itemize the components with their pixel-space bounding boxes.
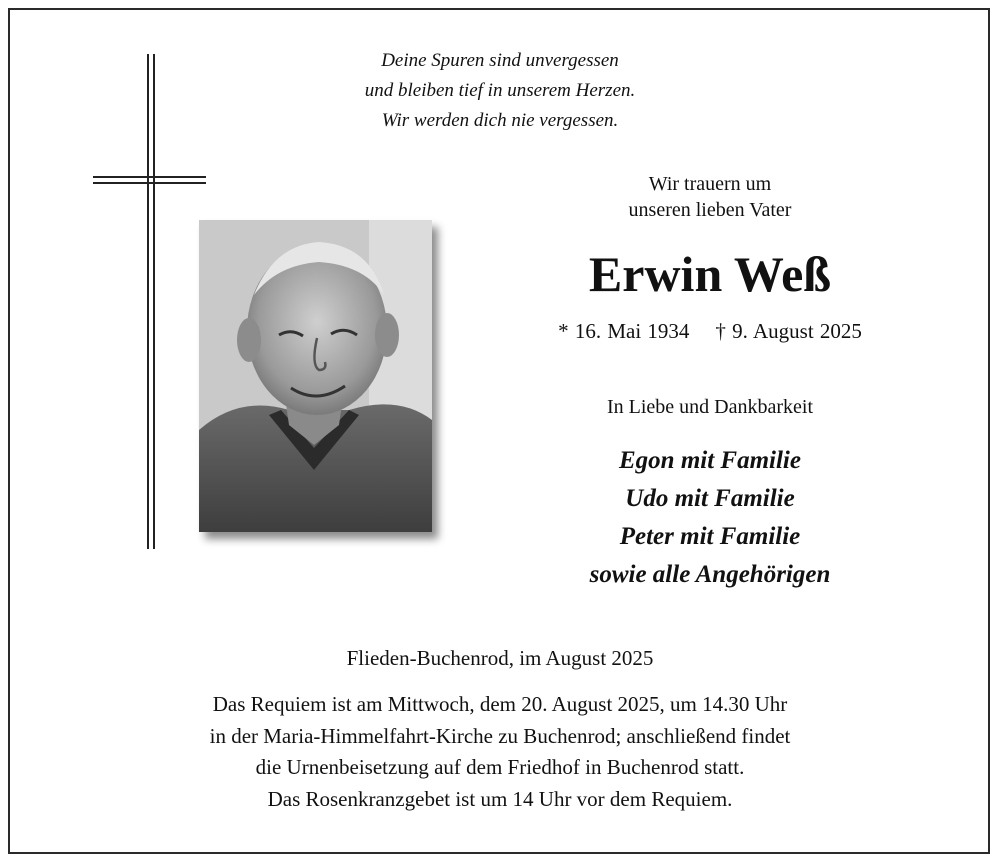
birth-date: * 16. Mai 1934 [558,319,690,343]
cross-line [147,54,149,549]
cross-line [93,176,206,178]
notice-line: in der Maria-Himmelfahrt-Kirche zu Buchenrod; anschließend findet [209,723,791,748]
death-date: † 9. August 2025 [715,319,862,343]
mourner-item: sowie alle Angehörigen [589,561,831,588]
cross-line [153,54,155,549]
mourning-text [560,171,860,223]
notice-line: die Urnenbeisetzung auf dem Friedhof in Buchenrod statt. [255,755,745,779]
mourner-item: Egon mit Familie [619,447,801,474]
mourning-line: unseren lieben Vater [628,199,792,221]
life-dates [520,316,900,346]
mourner-item: Peter mit Familie [619,523,801,550]
portrait-photo [199,220,432,532]
mourning-line: Wir trauern um [648,173,772,195]
service-notice [80,689,920,815]
mourner-item: Udo mit Familie [625,485,795,512]
place-date: Flieden-Buchenrod, im August 2025 [346,646,654,670]
verse-line: Wir werden dich nie vergessen. [381,110,619,131]
notice-line: Das Rosenkranzgebet ist um 14 Uhr vor dem Requiem. [267,786,733,811]
verse-line: Deine Spuren sind unvergessen [381,50,619,71]
gratitude-line: In Liebe und Dankbarkeit [606,396,814,418]
cross-line [93,182,206,184]
deceased-name: Erwin Weß [588,246,832,302]
memorial-verse [250,46,750,136]
verse-line: und bleiben tief in unserem Herzen. [364,80,636,101]
notice-line: Das Requiem ist am Mittwoch, dem 20. August 2025, um 14.30 Uhr [212,692,788,716]
mourners-list [520,442,900,594]
